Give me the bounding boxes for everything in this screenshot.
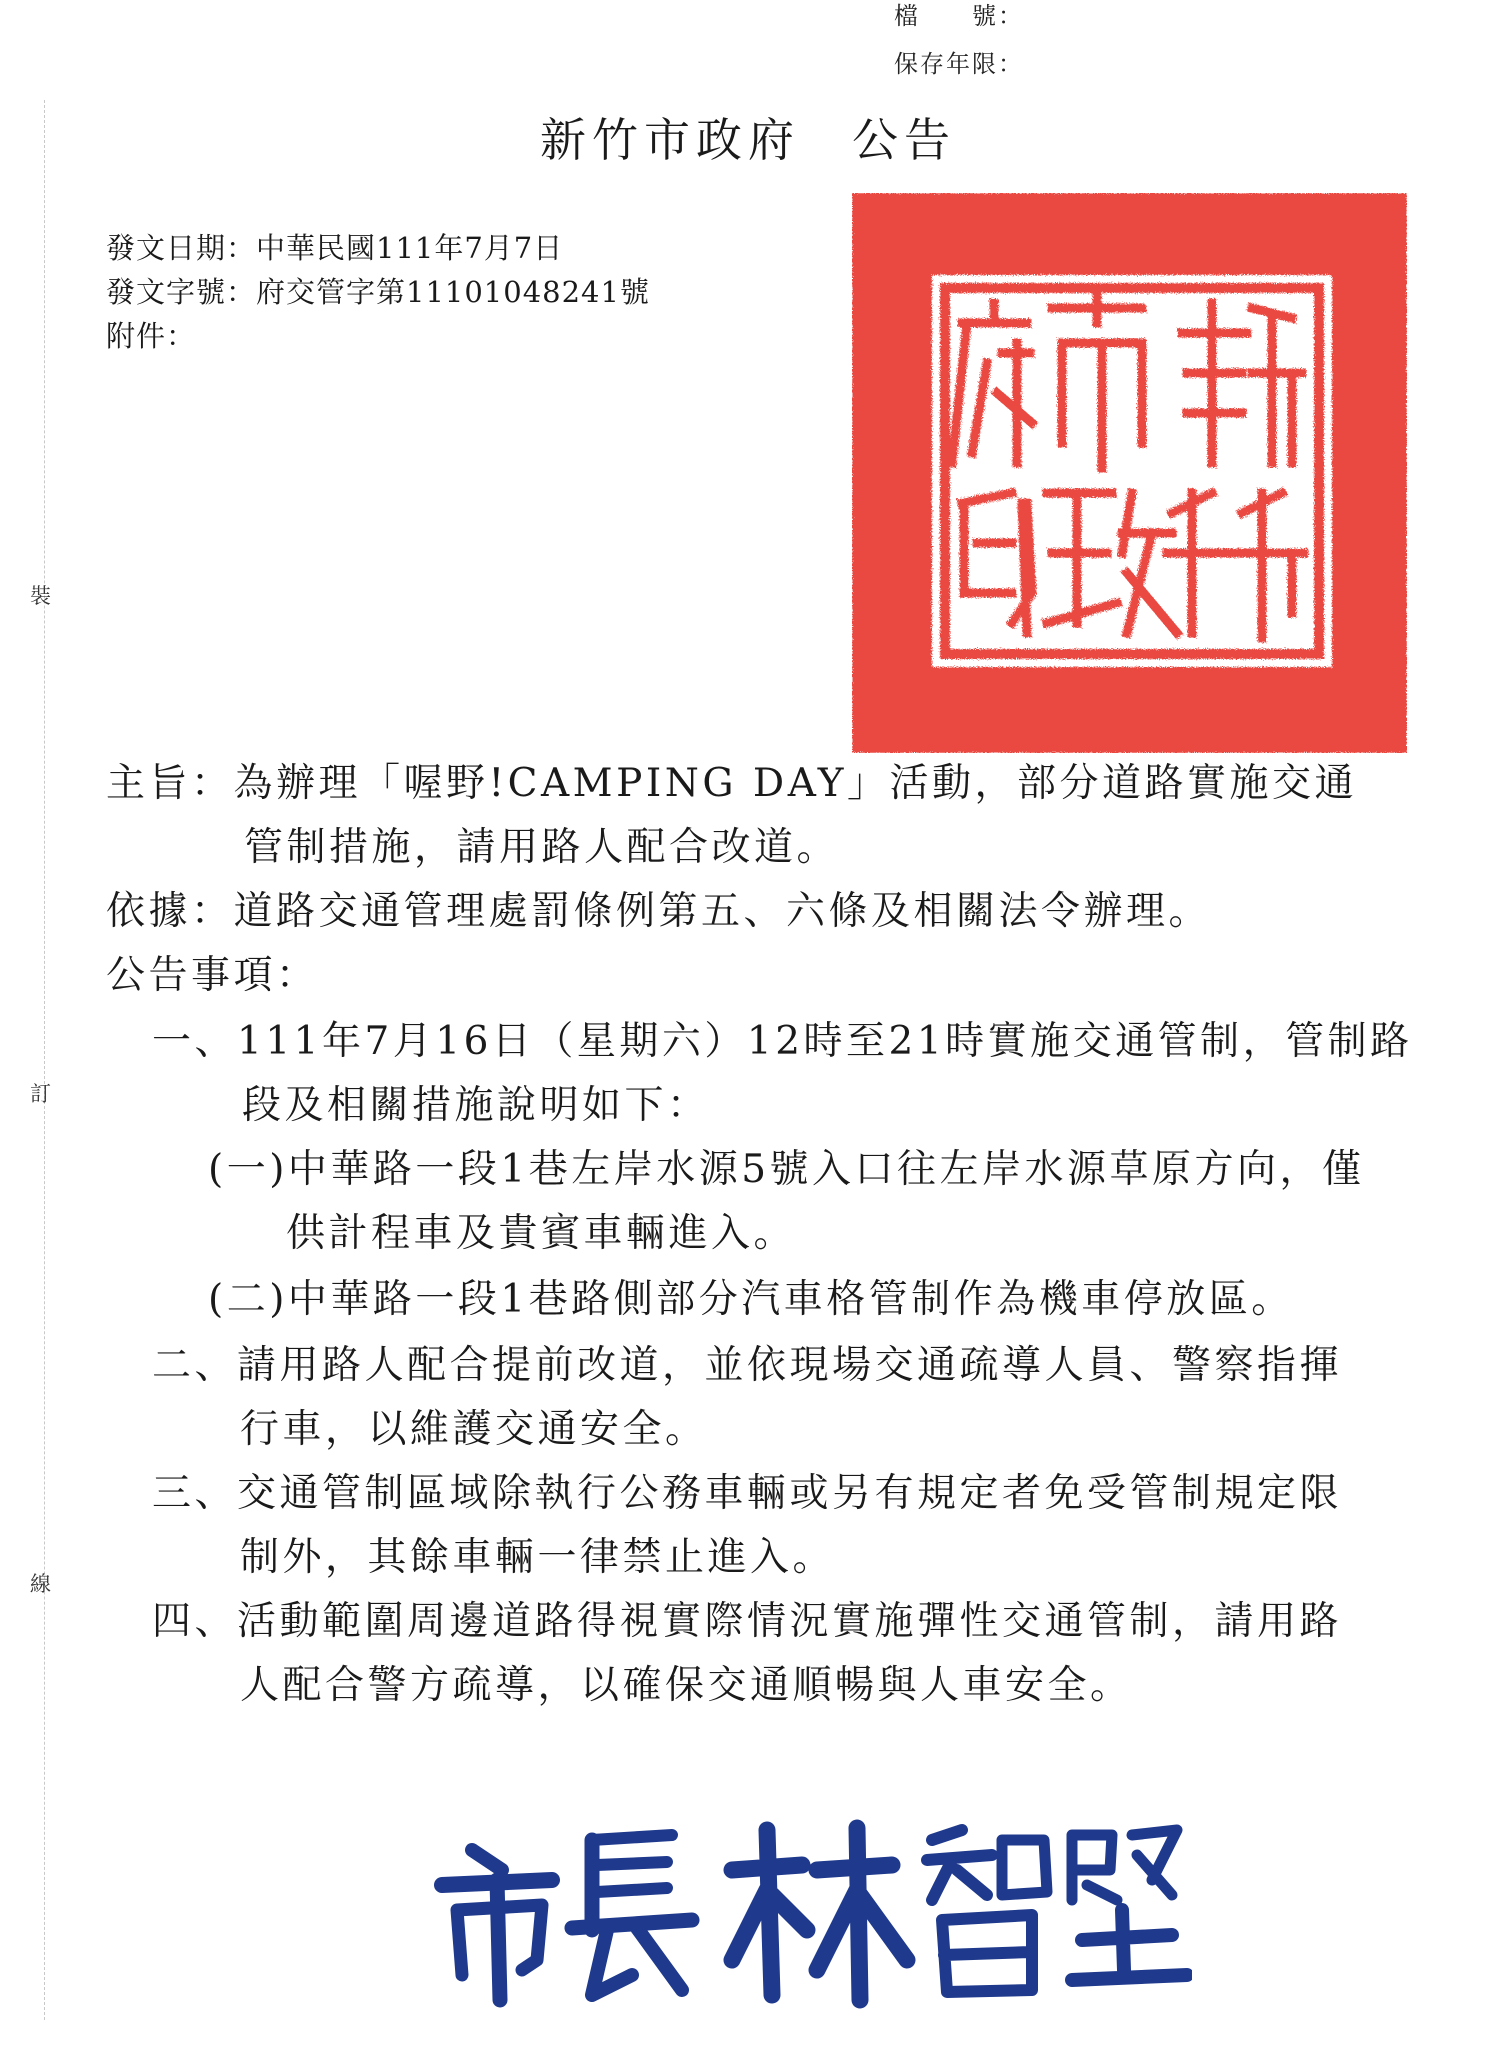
issue-date: 發文日期：中華民國111年7月7日 bbox=[106, 231, 564, 265]
item-1-line-2: 段及相關措施說明如下： bbox=[242, 1083, 710, 1128]
attachment-label: 附件： bbox=[106, 319, 197, 353]
item-2-line-1: 二、請用路人配合提前改道，並依現場交通疏導人員、警察指揮 bbox=[152, 1343, 1343, 1388]
binding-mark-ding: 訂 bbox=[30, 1082, 51, 1106]
basis-line: 依據：道路交通管理處罰條例第五、六條及相關法令辦理。 bbox=[106, 889, 1212, 934]
mayor-signature bbox=[432, 1810, 1192, 2010]
subject-line-2: 管制措施，請用路人配合改道。 bbox=[244, 825, 840, 870]
subject-line-1: 主旨：為辦理「喔野!CAMPING DAY」活動，部分道路實施交通 bbox=[106, 761, 1358, 806]
item-3-line-2: 制外，其餘車輛一律禁止進入。 bbox=[240, 1535, 836, 1580]
file-number-label: 檔 號： bbox=[894, 2, 1024, 30]
document-title: 新竹市政府 公告 bbox=[540, 113, 956, 167]
subitem-1-line-2: 供計程車及貴賓車輛進入。 bbox=[286, 1211, 797, 1256]
document-number: 發文字號：府交管字第11101048241號 bbox=[106, 275, 650, 309]
item-3-line-1: 三、交通管制區域除執行公務車輛或另有規定者免受管制規定限 bbox=[152, 1471, 1343, 1516]
official-seal bbox=[852, 193, 1407, 753]
item-1-line-1: 一、111年7月16日（星期六）12時至21時實施交通管制，管制路 bbox=[152, 1019, 1413, 1064]
retention-period-label: 保存年限： bbox=[894, 50, 1024, 78]
binding-mark-xian: 線 bbox=[30, 1572, 51, 1596]
item-4-line-2: 人配合警方疏導，以確保交通順暢與人車安全。 bbox=[240, 1663, 1133, 1708]
item-4-line-1: 四、活動範圍周邊道路得視實際情況實施彈性交通管制，請用路 bbox=[152, 1599, 1343, 1644]
binding-mark-zhuang: 裝 bbox=[30, 584, 51, 608]
items-heading: 公告事項： bbox=[106, 953, 319, 998]
subitem-2: (二)中華路一段1巷路側部分汽車格管制作為機車停放區。 bbox=[208, 1277, 1294, 1322]
binding-line bbox=[44, 100, 45, 2020]
subitem-1-line-1: (一)中華路一段1巷左岸水源5號入口往左岸水源草原方向，僅 bbox=[208, 1147, 1365, 1192]
item-2-line-2: 行車，以維護交通安全。 bbox=[240, 1407, 708, 1452]
